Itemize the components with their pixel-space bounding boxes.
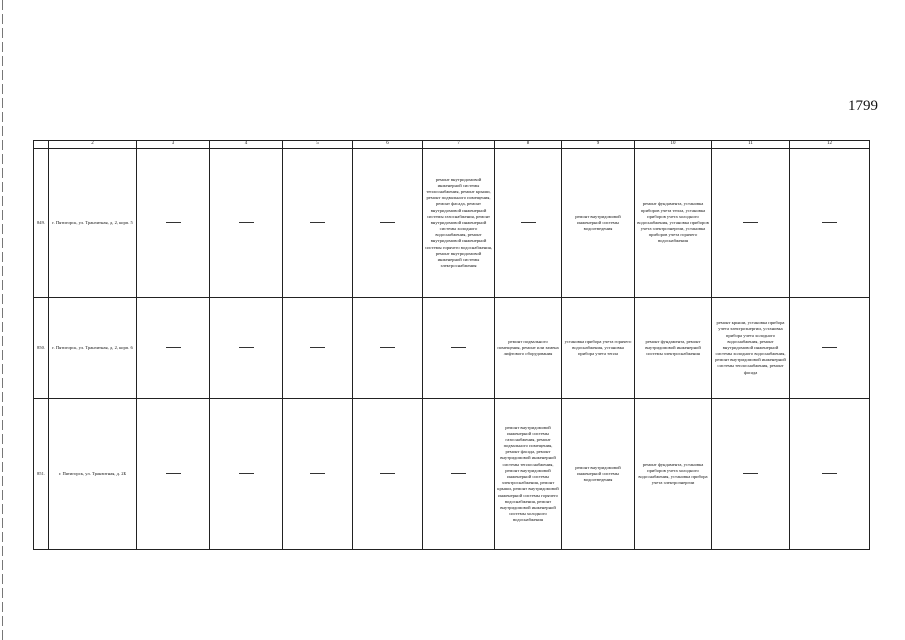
dash-mark bbox=[822, 347, 837, 348]
dash-mark bbox=[166, 473, 181, 474]
works-cell-4 bbox=[210, 149, 283, 298]
column-number: 7 bbox=[423, 141, 495, 149]
row-number: 851. bbox=[34, 399, 49, 550]
column-number bbox=[34, 141, 49, 149]
dash-mark bbox=[239, 473, 254, 474]
works-cell-11: ремонт крыши, установка прибора учета электроэнергии, установка прибора учета холодного водоснабжения, ремонт внутридомовой инженерной системы холодного водоснабжения, ремонт внутридомовой инженерной системы теплоснабжения, ремонт фасада bbox=[712, 298, 790, 399]
dash-mark bbox=[451, 347, 466, 348]
table-row bbox=[34, 149, 870, 298]
works-cell-6 bbox=[353, 298, 423, 399]
table-row bbox=[34, 298, 870, 399]
dash-mark bbox=[310, 222, 325, 223]
works-cell-3 bbox=[137, 399, 210, 550]
dash-mark bbox=[166, 222, 181, 223]
dash-mark bbox=[166, 347, 181, 348]
column-number: 6 bbox=[353, 141, 423, 149]
works-cell-11 bbox=[712, 149, 790, 298]
works-cell-3 bbox=[137, 298, 210, 399]
dash-mark bbox=[310, 347, 325, 348]
row-number: 849. bbox=[34, 149, 49, 298]
works-cell-7: ремонт внутридомовой инженерной системы теплоснабжения, ремонт крыши, ремонт подвального помещения, ремонт фасада, ремонт внутридомовой инженерной системы газоснабжения, ремонт внутридомовой инженерной системы холодного водоснабжения, ремонт внутридомовой инженерной системы горячего водоснабжения, ремонт внутридомовой инженерной системы электроснабжения bbox=[423, 149, 495, 298]
address-cell: г. Пятигорск, ул. Транзитная, д. 2, корп. 6 bbox=[49, 298, 137, 399]
row-number: 850. bbox=[34, 298, 49, 399]
register-table bbox=[33, 140, 870, 550]
column-number: 8 bbox=[495, 141, 562, 149]
dash-mark bbox=[743, 222, 758, 223]
dash-mark bbox=[239, 347, 254, 348]
table-row bbox=[34, 399, 870, 550]
works-cell-8 bbox=[495, 149, 562, 298]
dash-mark bbox=[380, 222, 395, 223]
dash-mark bbox=[521, 222, 536, 223]
works-cell-8: ремонт подвального помещения, ремонт или замена лифтового оборудования bbox=[495, 298, 562, 399]
dash-mark bbox=[380, 347, 395, 348]
works-cell-7 bbox=[423, 298, 495, 399]
dash-mark bbox=[380, 473, 395, 474]
dash-mark bbox=[310, 473, 325, 474]
works-cell-10: ремонт фундамента, установка приборов учета холодного водоснабжения, установка прибора учета электроэнергии bbox=[635, 399, 712, 550]
dash-mark bbox=[239, 222, 254, 223]
works-cell-9: установка прибора учета горячего водоснабжения, установка прибора учета тепла bbox=[562, 298, 635, 399]
works-cell-5 bbox=[283, 399, 353, 550]
column-number: 5 bbox=[283, 141, 353, 149]
works-cell-4 bbox=[210, 298, 283, 399]
address-cell: г. Пятигорск, ул. Транзитная, д. 2Б bbox=[49, 399, 137, 550]
works-cell-12 bbox=[790, 298, 870, 399]
works-cell-11 bbox=[712, 399, 790, 550]
column-number: 3 bbox=[137, 141, 210, 149]
works-cell-12 bbox=[790, 399, 870, 550]
page-number: 1799 bbox=[848, 98, 878, 114]
works-cell-5 bbox=[283, 298, 353, 399]
works-cell-12 bbox=[790, 149, 870, 298]
address-cell: г. Пятигорск, ул. Транзитная, д. 2, корп. 5 bbox=[49, 149, 137, 298]
works-cell-6 bbox=[353, 399, 423, 550]
works-cell-8: ремонт внутридомовой инженерной системы газоснабжения, ремонт подвального помещения, ремонт фасада, ремонт внутридомовой инженерной системы теплоснабжения, ремонт внутридомовой инженерной системы электроснабжения, ремонт крыши, ремонт внутридомовой инженерной системы горячего водоснабжения, ремонт внутридомовой инженерной системы холодного водоснабжения bbox=[495, 399, 562, 550]
dash-mark bbox=[822, 222, 837, 223]
left-margin-line bbox=[2, 0, 3, 640]
column-number-row bbox=[34, 141, 870, 149]
dash-mark bbox=[451, 473, 466, 474]
column-number: 4 bbox=[210, 141, 283, 149]
works-cell-10: ремонт фундамента, установка приборов учета тепла, установка приборов учета холодного водоснабжения, установка приборов учета электроэнергии, установка приборов учета горячего водоснабжения bbox=[635, 149, 712, 298]
dash-mark bbox=[822, 473, 837, 474]
works-cell-10: ремонт фундамента, ремонт внутридомовой инженерной системы электроснабжения bbox=[635, 298, 712, 399]
works-cell-3 bbox=[137, 149, 210, 298]
column-number: 12 bbox=[790, 141, 870, 149]
works-cell-4 bbox=[210, 399, 283, 550]
works-cell-6 bbox=[353, 149, 423, 298]
dash-mark bbox=[743, 473, 758, 474]
works-cell-7 bbox=[423, 399, 495, 550]
works-cell-9: ремонт внутридомовой инженерной системы водоотведения bbox=[562, 399, 635, 550]
column-number: 9 bbox=[562, 141, 635, 149]
column-number: 10 bbox=[635, 141, 712, 149]
column-number: 11 bbox=[712, 141, 790, 149]
works-cell-9: ремонт внутридомовой инженерной системы водоотведения bbox=[562, 149, 635, 298]
works-cell-5 bbox=[283, 149, 353, 298]
column-number: 2 bbox=[49, 141, 137, 149]
